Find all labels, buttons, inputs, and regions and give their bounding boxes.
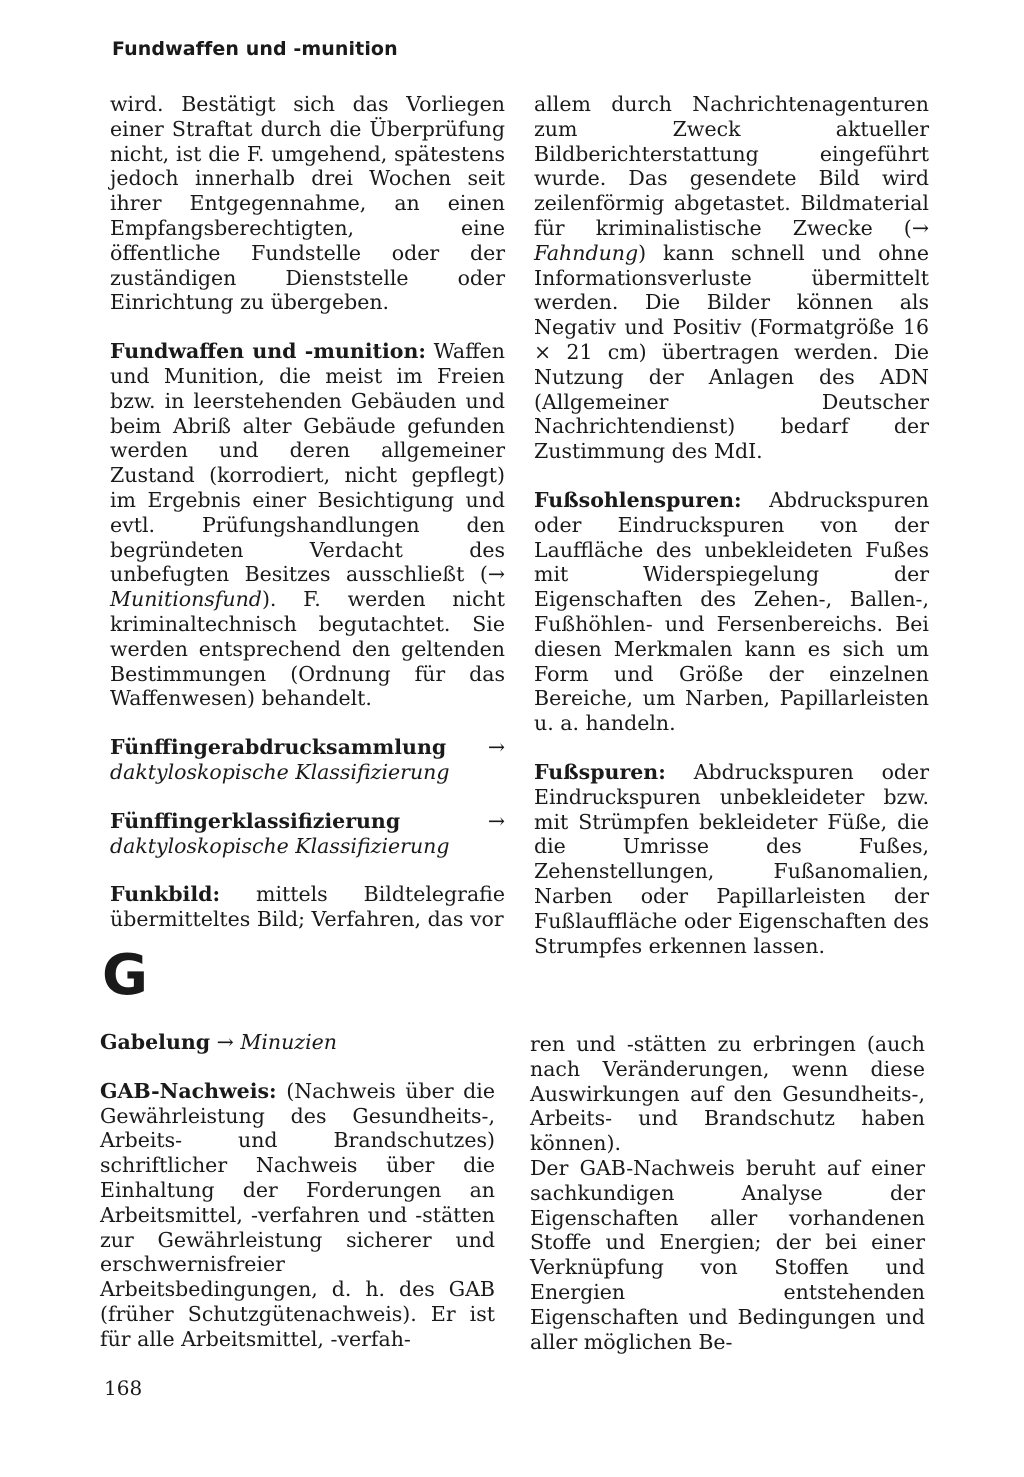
entry-text: allem durch Nachrichtenagenturen zum Zweck aktueller Bildberichterstattung eingeführt wurde. Das gesendete Bild wird zeilenförmig abgetastet. Bildmaterial für kriminalistische Zwecke ( [534, 92, 929, 240]
cross-reference[interactable]: Fahndung [534, 240, 639, 265]
entry-text: Abdruckspuren oder Eindruckspuren unbekleideter bzw. mit Strümpfen bekleideter Füße, die die Umrisse des Fußes, Zehenstellungen, Fußanomalien, Narben oder Papillarleisten der Fußlauffläche oder Eigenschaften des Strumpfes erkennen lassen. [534, 759, 929, 958]
entry-text: mittels Bildtelegrafie übermitteltes Bild; Verfahren, das vor [110, 882, 505, 932]
entry-term: Fünffingerabdrucksammlung [110, 735, 447, 760]
continuation-paragraph: wird. Bestätigt sich das Vorliegen einer Straftat durch die Überprüfung nicht, ist die F. umgehend, spätestens jedoch innerhalb drei Wochen seit ihrer Entgegennahme, an einen Empfangsberechtigten, eine öffentliche Fundstelle oder der zuständigen Dienststelle oder Einrichtung zu übergeben. [110, 92, 505, 315]
arrow-icon: → [487, 735, 505, 760]
gab-paragraph-2: Der GAB-Nachweis beruht auf einer sachkundigen Analyse der Eigenschaften aller vorhandenen Stoffe und Energien; der bei einer Verknüpfung von Stoffen und Energien entstehenden Eigenschaften und Bedingungen und aller möglichen Be- [530, 1155, 925, 1354]
entry-gabelung [100, 1030, 495, 1055]
entry-text: Waffen und Munition, die meist im Freien bzw. in leerstehenden Gebäuden und beim Abriß alter Gebäude gefunden werden und deren allgemeiner Zustand (korrodiert, nicht gepflegt) im Ergebnis einer Besichtigung und evtl. Prüfungshandlungen den begründeten Verdacht des unbefugten Besitzes ausschließt ( [110, 339, 505, 587]
cross-reference[interactable]: Munitionsfund [110, 587, 262, 612]
entry-term: Fundwaffen und -munition: [110, 339, 426, 364]
entry-text: (Nachweis über die Gewährleistung des Gesundheits-, Arbeits- und Brandschutzes) schriftlicher Nachweis über die Einhaltung der Forderungen an Arbeitsmittel, -verfahren und -stätten zur Gewährleistung sicherer und erschwernisfreier Arbeitsbedingungen, d. h. des GAB (früher Schutzgütenachweis). Er ist für alle Arbeitsmittel, -verfah- [100, 1078, 495, 1351]
entry-text: ) kann schnell und ohne Informationsverluste übermittelt werden. Die Bilder können als Negativ und Positiv (Formatgröße 16 × 21 cm) übertragen werden. Die Nutzung der Anlagen des ADN (Allgemeiner Deutscher Nachrichtendienst) bedarf der Zustimmung des MdI. [534, 240, 929, 464]
running-head: Fundwaffen und -munition [112, 38, 398, 60]
entry-term: Fußsohlenspuren: [534, 487, 742, 512]
cross-reference[interactable]: daktyloskopische Klassifizierung [110, 759, 450, 784]
arrow-icon: → [487, 562, 505, 587]
arrow-icon: → [216, 1030, 234, 1054]
cross-reference[interactable]: daktyloskopische Klassifizierung [110, 833, 450, 858]
column-bottom-right [530, 1032, 925, 1354]
entry-gab-nachweis [100, 1079, 495, 1352]
section-letter: G [102, 943, 148, 1008]
cross-reference[interactable]: Minuzien [240, 1030, 338, 1054]
funkbild-continuation [534, 92, 929, 464]
gab-continuation: ren und -stätten zu erbringen (auch nach Veränderungen, wenn diese Auswirkungen auf den Gesundheits-, Arbeits- und Brandschutz haben können). [530, 1032, 925, 1156]
column-top-right [534, 92, 929, 958]
entry-term: Gabelung [100, 1030, 211, 1054]
column-top-left [110, 92, 505, 932]
arrow-icon: → [911, 215, 929, 240]
entry-fuenffingerklassifizierung [110, 809, 505, 859]
entry-fuenffingerabdrucksammlung [110, 735, 505, 785]
arrow-icon: → [487, 808, 505, 833]
entry-term: Fußspuren: [534, 759, 666, 784]
entry-fundwaffen [110, 339, 505, 711]
entry-term: Funkbild: [110, 882, 221, 907]
entry-text: Abdruckspuren oder Eindruckspuren von der Lauffläche des unbekleideten Fußes mit Widerspiegelung der Eigenschaften des Zehen-, Ballen-, Fußhöhlen- und Fersenbereichs. Bei diesen Merkmalen kann es sich um Form und Größe der einzelnen Bereiche, um Narben, Papillarleisten u. a. handeln. [534, 487, 929, 736]
entry-fussspuren [534, 760, 929, 958]
entry-term: GAB-Nachweis: [100, 1078, 277, 1103]
entry-term: Fünffingerklassifizierung [110, 808, 401, 833]
column-bottom-left [100, 1030, 495, 1352]
entry-funkbild [110, 882, 505, 932]
page-number: 168 [104, 1376, 143, 1400]
entry-text: ). F. werden nicht kriminaltechnisch begutachtet. Sie werden entsprechend den geltenden Bestimmungen (Ordnung für das Waffenwesen) behandelt. [110, 587, 505, 711]
entry-fusssohlenspuren [534, 488, 929, 736]
